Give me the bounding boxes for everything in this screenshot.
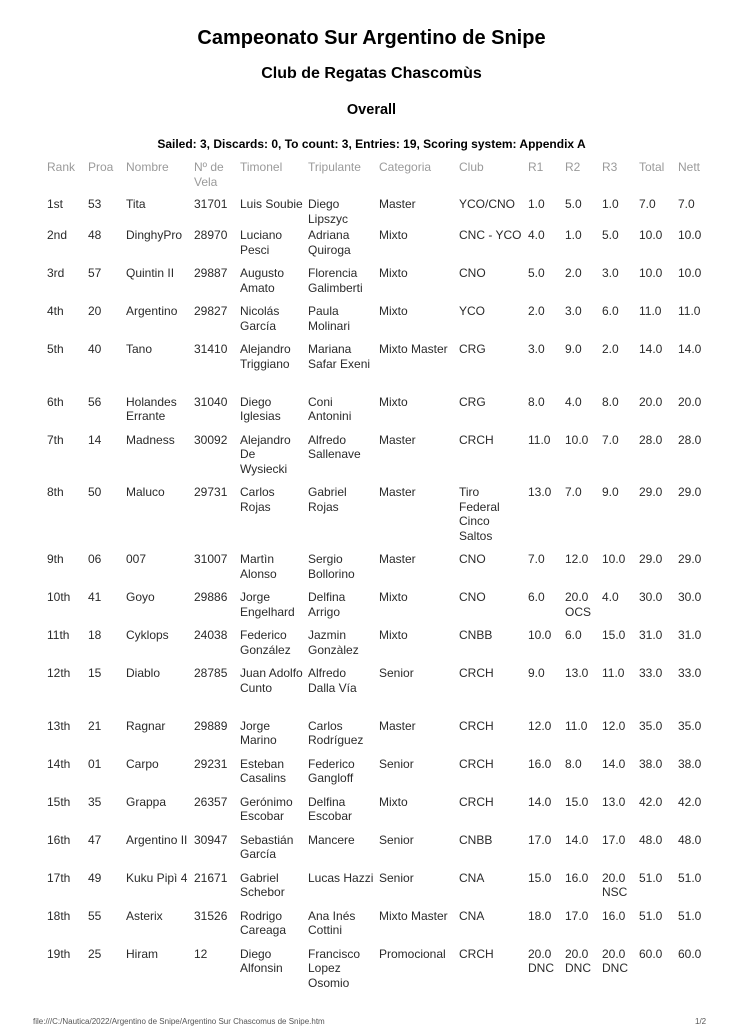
- cell-category: Mixto: [379, 228, 408, 242]
- cell-club: CNBB: [459, 628, 493, 642]
- cell-sail-number: 30947: [194, 832, 228, 847]
- cell-category: Master: [379, 718, 416, 733]
- cell-race-3: 12.0: [602, 718, 626, 733]
- column-header-club: Club: [459, 160, 484, 174]
- cell-total: 30.0: [639, 590, 663, 604]
- cell-rank: 16th: [47, 832, 71, 847]
- cell-club: CRCH: [459, 432, 494, 447]
- cell-race-3: 6.0: [602, 304, 619, 318]
- cell-rank: 19th: [47, 946, 71, 961]
- cell-rank: 6th: [47, 394, 64, 409]
- table-row: [44, 588, 708, 626]
- cell-race-2: 3.0: [565, 304, 582, 318]
- cell-race-3: 3.0: [602, 266, 619, 280]
- column-header-race-3: R3: [602, 160, 618, 174]
- cell-helm: Martìn Alonso: [240, 552, 277, 581]
- cell-club: CNO: [459, 552, 486, 566]
- results-table: [44, 158, 708, 997]
- cell-nett: 33.0: [678, 666, 702, 680]
- cell-total: 35.0: [639, 718, 663, 733]
- cell-helm: Juan Adolfo Cunto: [240, 666, 303, 695]
- cell-bow: 56: [88, 394, 102, 409]
- cell-boat-name: 007: [126, 552, 147, 566]
- cell-race-3: 4.0: [602, 590, 619, 604]
- cell-nett: 10.0: [678, 228, 702, 242]
- cell-category: Master: [379, 485, 416, 499]
- cell-crew: Coni Antonini: [308, 394, 352, 423]
- cell-race-1: 4.0: [528, 228, 545, 242]
- cell-sail-number: 29887: [194, 266, 228, 280]
- cell-category: Senior: [379, 870, 414, 885]
- cell-sail-number: 31040: [194, 394, 228, 409]
- column-header-race-2: R2: [565, 160, 581, 174]
- cell-race-1: 2.0: [528, 304, 545, 318]
- cell-total: 20.0: [639, 394, 663, 409]
- column-header-sail-number: Nº de Vela: [194, 160, 224, 189]
- cell-rank: 4th: [47, 304, 64, 318]
- cell-race-3: 20.0 DNC: [602, 946, 628, 975]
- cell-race-2: 20.0 DNC: [565, 946, 591, 975]
- cell-crew: Francisco Lopez Osomio: [308, 946, 361, 990]
- cell-bow: 01: [88, 756, 102, 771]
- cell-boat-name: Ragnar: [126, 718, 166, 733]
- cell-rank: 14th: [47, 756, 71, 771]
- cell-bow: 48: [88, 228, 102, 242]
- cell-helm: Jorge Marino: [240, 718, 277, 747]
- cell-bow: 41: [88, 590, 102, 604]
- cell-nett: 48.0: [678, 832, 702, 847]
- cell-category: Mixto Master: [379, 908, 448, 923]
- cell-race-1: 11.0: [528, 432, 551, 447]
- cell-race-3: 2.0: [602, 342, 619, 356]
- cell-race-3: 10.0: [602, 552, 626, 566]
- cell-category: Senior: [379, 832, 414, 847]
- cell-total: 28.0: [639, 432, 663, 447]
- column-header-category: Categoria: [379, 160, 432, 174]
- cell-bow: 49: [88, 870, 102, 885]
- table-row: [44, 664, 708, 717]
- cell-helm: Gabriel Schebor: [240, 870, 285, 899]
- cell-category: Mixto: [379, 394, 408, 409]
- cell-rank: 13th: [47, 718, 71, 733]
- cell-race-3: 20.0 NSC: [602, 870, 628, 899]
- cell-bow: 35: [88, 794, 102, 809]
- cell-nett: 29.0: [678, 485, 702, 499]
- cell-race-1: 17.0: [528, 832, 552, 847]
- table-row: [44, 340, 708, 393]
- cell-race-1: 7.0: [528, 552, 545, 566]
- cell-rank: 11th: [47, 628, 70, 642]
- column-header-bow: Proa: [88, 160, 114, 174]
- table-row: [44, 302, 708, 340]
- cell-helm: Luis Soubie: [240, 197, 303, 211]
- cell-sail-number: 28970: [194, 228, 228, 242]
- cell-crew: Paula Molinari: [308, 304, 351, 333]
- cell-helm: Rodrigo Careaga: [240, 908, 287, 937]
- cell-race-1: 14.0: [528, 794, 552, 809]
- cell-bow: 18: [88, 628, 102, 642]
- column-header-boat-name: Nombre: [126, 160, 169, 174]
- cell-rank: 7th: [47, 432, 64, 447]
- cell-race-1: 9.0: [528, 666, 545, 680]
- cell-crew: Federico Gangloff: [308, 756, 355, 785]
- cell-bow: 57: [88, 266, 102, 280]
- cell-bow: 20: [88, 304, 102, 318]
- cell-race-2: 7.0: [565, 485, 582, 499]
- cell-nett: 29.0: [678, 552, 702, 566]
- cell-race-1: 18.0: [528, 908, 552, 923]
- table-header-row: [44, 158, 708, 195]
- cell-crew: Alfredo Dalla Vía: [308, 666, 357, 695]
- cell-race-2: 4.0: [565, 394, 582, 409]
- table-row: [44, 907, 708, 945]
- cell-crew: Delfina Escobar: [308, 794, 353, 823]
- cell-bow: 21: [88, 718, 102, 733]
- cell-sail-number: 29827: [194, 304, 228, 318]
- cell-race-1: 16.0: [528, 756, 552, 771]
- cell-total: 33.0: [639, 666, 663, 680]
- cell-boat-name: Madness: [126, 432, 175, 447]
- cell-boat-name: Hiram: [126, 946, 158, 961]
- cell-boat-name: Kuku Pipì 4: [126, 870, 188, 885]
- cell-boat-name: Quintin II: [126, 266, 175, 280]
- cell-club: CNO: [459, 266, 486, 280]
- cell-sail-number: 31701: [194, 197, 228, 211]
- table-row: [44, 626, 708, 664]
- cell-category: Promocional: [379, 946, 446, 961]
- cell-sail-number: 29889: [194, 718, 228, 733]
- table-row: [44, 869, 708, 907]
- cell-crew: Lucas Hazzi: [308, 870, 374, 885]
- cell-race-2: 15.0: [565, 794, 589, 809]
- cell-race-2: 14.0: [565, 832, 589, 847]
- cell-crew: Mariana Safar Exeni: [308, 342, 371, 371]
- cell-race-2: 17.0: [565, 908, 589, 923]
- cell-boat-name: Asterix: [126, 908, 163, 923]
- cell-club: CRCH: [459, 794, 494, 809]
- cell-club: YCO: [459, 304, 486, 318]
- cell-race-2: 13.0: [565, 666, 589, 680]
- cell-rank: 5th: [47, 342, 64, 356]
- cell-nett: 28.0: [678, 432, 702, 447]
- cell-bow: 47: [88, 832, 102, 847]
- table-row: [44, 483, 708, 550]
- cell-helm: Sebastián García: [240, 832, 294, 861]
- cell-sail-number: 31007: [194, 552, 228, 566]
- cell-club: Tiro Federal Cinco Saltos: [459, 485, 500, 543]
- cell-crew: Florencia Galimberti: [308, 266, 363, 295]
- cell-nett: 31.0: [678, 628, 702, 642]
- cell-club: CRCH: [459, 756, 494, 771]
- cell-total: 10.0: [639, 228, 663, 242]
- cell-race-1: 3.0: [528, 342, 545, 356]
- table-row: [44, 393, 708, 431]
- cell-race-2: 6.0: [565, 628, 582, 642]
- column-header-crew: Tripulante: [308, 160, 361, 174]
- cell-race-3: 11.0: [602, 666, 625, 680]
- cell-rank: 1st: [47, 197, 64, 211]
- cell-race-1: 1.0: [528, 197, 545, 211]
- cell-boat-name: Argentino II: [126, 832, 188, 847]
- table-row: [44, 264, 708, 302]
- table-row: [44, 195, 708, 226]
- cell-boat-name: Holandes Errante: [126, 394, 177, 423]
- cell-category: Mixto: [379, 590, 408, 604]
- cell-helm: Gerónimo Escobar: [240, 794, 293, 823]
- cell-bow: 14: [88, 432, 102, 447]
- cell-helm: Nicolás García: [240, 304, 280, 333]
- cell-club: CNA: [459, 870, 485, 885]
- cell-nett: 51.0: [678, 870, 702, 885]
- cell-race-2: 8.0: [565, 756, 582, 771]
- cell-crew: Carlos Rodríguez: [308, 718, 364, 747]
- cell-total: 11.0: [639, 304, 662, 318]
- cell-sail-number: 28785: [194, 666, 228, 680]
- cell-club: CRCH: [459, 718, 494, 733]
- cell-race-3: 9.0: [602, 485, 619, 499]
- cell-total: 31.0: [639, 628, 663, 642]
- cell-helm: Alejandro De Wysiecki: [240, 432, 291, 476]
- cell-category: Senior: [379, 756, 414, 771]
- cell-category: Mixto: [379, 794, 408, 809]
- cell-total: 38.0: [639, 756, 663, 771]
- cell-nett: 11.0: [678, 304, 701, 318]
- cell-helm: Carlos Rojas: [240, 485, 275, 514]
- cell-rank: 9th: [47, 552, 64, 566]
- cell-nett: 51.0: [678, 908, 702, 923]
- cell-sail-number: 12: [194, 946, 208, 961]
- cell-sail-number: 24038: [194, 628, 228, 642]
- cell-race-3: 7.0: [602, 432, 619, 447]
- cell-race-3: 8.0: [602, 394, 619, 409]
- cell-nett: 35.0: [678, 718, 702, 733]
- cell-race-3: 15.0: [602, 628, 626, 642]
- column-header-race-1: R1: [528, 160, 544, 174]
- table-row: [44, 793, 708, 831]
- cell-sail-number: 31410: [194, 342, 228, 356]
- cell-race-2: 20.0 OCS: [565, 590, 592, 619]
- cell-crew: Sergio Bollorino: [308, 552, 355, 581]
- cell-nett: 20.0: [678, 394, 702, 409]
- column-header-total: Total: [639, 160, 665, 174]
- cell-race-2: 11.0: [565, 718, 588, 733]
- cell-race-1: 12.0: [528, 718, 552, 733]
- cell-rank: 8th: [47, 485, 64, 499]
- cell-total: 51.0: [639, 908, 663, 923]
- cell-crew: Diego Lipszyc: [308, 197, 349, 226]
- cell-race-1: 6.0: [528, 590, 545, 604]
- cell-rank: 12th: [47, 666, 71, 680]
- cell-boat-name: Carpo: [126, 756, 159, 771]
- table-row: [44, 431, 708, 484]
- column-header-rank: Rank: [47, 160, 76, 174]
- column-header-helm: Timonel: [240, 160, 283, 174]
- cell-total: 29.0: [639, 485, 663, 499]
- cell-nett: 30.0: [678, 590, 702, 604]
- cell-club: CRG: [459, 394, 486, 409]
- cell-club: CRG: [459, 342, 486, 356]
- cell-crew: Adriana Quiroga: [308, 228, 351, 257]
- cell-boat-name: Grappa: [126, 794, 167, 809]
- cell-sail-number: 29731: [194, 485, 228, 499]
- cell-race-1: 10.0: [528, 628, 552, 642]
- cell-race-2: 1.0: [565, 228, 582, 242]
- cell-crew: Jazmin Gonzàlez: [308, 628, 359, 657]
- cell-race-3: 13.0: [602, 794, 626, 809]
- cell-race-2: 2.0: [565, 266, 582, 280]
- cell-total: 10.0: [639, 266, 663, 280]
- cell-boat-name: Tano: [126, 342, 153, 356]
- cell-race-2: 12.0: [565, 552, 589, 566]
- table-row: [44, 831, 708, 869]
- cell-helm: Alejandro Triggiano: [240, 342, 291, 371]
- table-row: [44, 226, 708, 264]
- footer-page-number: 1/2: [695, 1017, 707, 1026]
- cell-crew: Mancere: [308, 832, 355, 847]
- cell-boat-name: Maluco: [126, 485, 165, 499]
- table-row: [44, 755, 708, 793]
- cell-crew: Alfredo Sallenave: [308, 432, 361, 461]
- cell-nett: 42.0: [678, 794, 702, 809]
- cell-nett: 7.0: [678, 197, 695, 211]
- cell-club: CNC - YCO: [459, 228, 522, 242]
- cell-race-3: 1.0: [602, 197, 619, 211]
- cell-sail-number: 30092: [194, 432, 228, 447]
- cell-race-2: 16.0: [565, 870, 589, 885]
- cell-rank: 15th: [47, 794, 71, 809]
- cell-sail-number: 21671: [194, 870, 228, 885]
- cell-bow: 53: [88, 197, 102, 211]
- cell-race-3: 16.0: [602, 908, 626, 923]
- cell-club: CRCH: [459, 666, 494, 680]
- cell-crew: Delfina Arrigo: [308, 590, 346, 619]
- cell-club: CNBB: [459, 832, 493, 847]
- cell-total: 29.0: [639, 552, 663, 566]
- cell-category: Mixto: [379, 304, 408, 318]
- section-heading: Overall: [346, 102, 397, 118]
- cell-sail-number: 31526: [194, 908, 228, 923]
- table-row: [44, 717, 708, 755]
- table-row: [44, 550, 708, 588]
- cell-helm: Federico González: [240, 628, 291, 657]
- cell-helm: Diego Alfonsin: [240, 946, 283, 975]
- cell-bow: 25: [88, 946, 102, 961]
- cell-club: CNO: [459, 590, 486, 604]
- cell-rank: 18th: [47, 908, 71, 923]
- cell-total: 7.0: [639, 197, 656, 211]
- table-row: [44, 945, 708, 998]
- cell-bow: 50: [88, 485, 102, 499]
- cell-rank: 17th: [47, 870, 71, 885]
- cell-helm: Augusto Amato: [240, 266, 285, 295]
- cell-category: Mixto: [379, 266, 408, 280]
- cell-rank: 3rd: [47, 266, 65, 280]
- cell-helm: Diego Iglesias: [240, 394, 281, 423]
- cell-helm: Luciano Pesci: [240, 228, 283, 257]
- cell-boat-name: Argentino: [126, 304, 178, 318]
- footer-file-path: file:///C:/Nautica/2022/Argentino de Snipe/Argentino Sur Chascomus de Snipe.htm: [33, 1017, 325, 1026]
- cell-nett: 60.0: [678, 946, 702, 961]
- cell-bow: 40: [88, 342, 102, 356]
- cell-total: 60.0: [639, 946, 663, 961]
- cell-total: 14.0: [639, 342, 663, 356]
- scoring-summary: Sailed: 3, Discards: 0, To count: 3, Entries: 19, Scoring system: Appendix A: [157, 137, 586, 151]
- cell-bow: 15: [88, 666, 102, 680]
- cell-category: Mixto: [379, 628, 408, 642]
- cell-category: Master: [379, 552, 416, 566]
- cell-club: CRCH: [459, 946, 494, 961]
- club-subtitle: Club de Regatas Chascomùs: [261, 65, 482, 82]
- cell-total: 48.0: [639, 832, 663, 847]
- cell-sail-number: 29231: [194, 756, 228, 771]
- cell-total: 51.0: [639, 870, 663, 885]
- cell-rank: 2nd: [47, 228, 68, 242]
- cell-race-2: 5.0: [565, 197, 582, 211]
- cell-sail-number: 29886: [194, 590, 228, 604]
- cell-boat-name: Cyklops: [126, 628, 169, 642]
- cell-sail-number: 26357: [194, 794, 228, 809]
- cell-category: Senior: [379, 666, 414, 680]
- cell-crew: Ana Inés Cottini: [308, 908, 356, 937]
- cell-helm: Esteban Casalins: [240, 756, 287, 785]
- cell-bow: 06: [88, 552, 102, 566]
- cell-race-1: 5.0: [528, 266, 545, 280]
- cell-category: Mixto Master: [379, 342, 448, 356]
- cell-race-2: 10.0: [565, 432, 589, 447]
- cell-race-3: 17.0: [602, 832, 626, 847]
- cell-bow: 55: [88, 908, 102, 923]
- cell-boat-name: DinghyPro: [126, 228, 183, 242]
- cell-boat-name: Tita: [126, 197, 146, 211]
- cell-club: CNA: [459, 908, 485, 923]
- cell-race-1: 20.0 DNC: [528, 946, 554, 975]
- cell-race-3: 14.0: [602, 756, 626, 771]
- cell-race-3: 5.0: [602, 228, 619, 242]
- cell-category: Master: [379, 432, 416, 447]
- cell-total: 42.0: [639, 794, 663, 809]
- column-header-nett: Nett: [678, 160, 701, 174]
- cell-race-1: 15.0: [528, 870, 552, 885]
- cell-race-1: 13.0: [528, 485, 552, 499]
- cell-helm: Jorge Engelhard: [240, 590, 295, 619]
- cell-race-2: 9.0: [565, 342, 582, 356]
- cell-club: YCO/CNO: [459, 197, 516, 211]
- cell-boat-name: Diablo: [126, 666, 161, 680]
- cell-category: Master: [379, 197, 416, 211]
- cell-boat-name: Goyo: [126, 590, 155, 604]
- cell-crew: Gabriel Rojas: [308, 485, 347, 514]
- cell-nett: 38.0: [678, 756, 702, 771]
- cell-rank: 10th: [47, 590, 71, 604]
- cell-race-1: 8.0: [528, 394, 545, 409]
- cell-nett: 10.0: [678, 266, 702, 280]
- page-title: Campeonato Sur Argentino de Snipe: [197, 27, 546, 49]
- cell-nett: 14.0: [678, 342, 702, 356]
